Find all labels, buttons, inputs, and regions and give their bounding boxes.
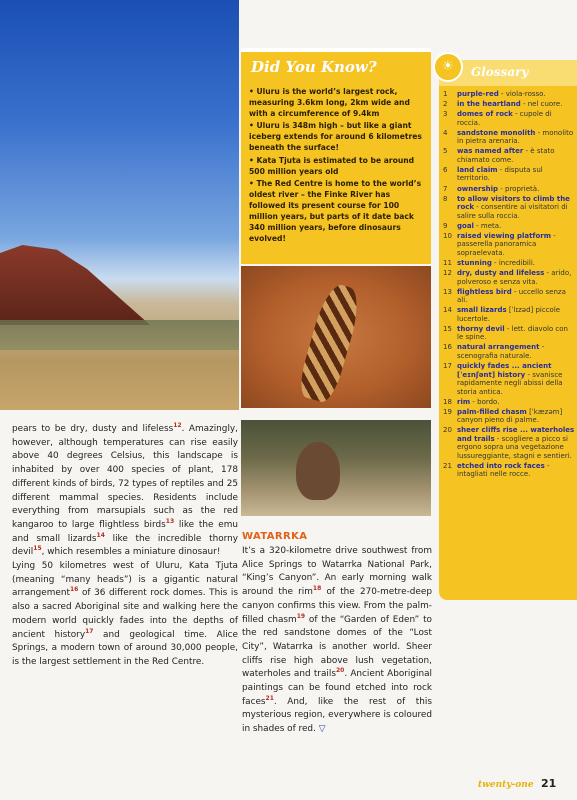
glossary-entry [443, 110, 575, 127]
glossary-text [457, 269, 575, 286]
glossary-term: flightless bird [457, 287, 512, 296]
glossary-text [457, 362, 575, 396]
glossary-number: 5 [443, 147, 448, 156]
glossary-term: ownership [457, 184, 499, 193]
glossary-term: palm-filled chasm [457, 407, 527, 416]
footnote-ref: 21 [265, 694, 274, 702]
wallaby-shape [296, 442, 340, 500]
glossary-text [457, 259, 575, 268]
glossary-term: quickly fades ... ancient [ˈeɪnʃənt] history [457, 362, 552, 379]
glossary-number: 1 [443, 90, 448, 98]
glossary-definition: - svanisce rapidamente negli abissi della storia antica. [457, 370, 563, 396]
glossary-text [457, 408, 575, 425]
main-text-column [12, 423, 238, 670]
footnote-ref: 19 [296, 612, 306, 620]
glossary-entry [443, 222, 575, 231]
glossary-term: thorny devil [457, 324, 505, 333]
glossary-definition: - uccello senza ali. [457, 287, 566, 305]
page-number: 21 [541, 777, 557, 790]
glossary-text [457, 166, 575, 183]
glossary-number: 2 [443, 100, 448, 109]
glossary-text [457, 110, 575, 127]
glossary-text [457, 306, 575, 323]
glossary-number: 18 [443, 397, 452, 406]
glossary-number: 12 [443, 269, 452, 278]
end-of-article-icon: ▽ [318, 724, 326, 735]
glossary-definition: - lett. diavolo con le spine. [457, 324, 568, 342]
glossary-text [457, 232, 575, 258]
glossary-text [457, 288, 575, 305]
glossary-title: Glossary [471, 65, 529, 79]
glossary-text [457, 398, 575, 407]
scrubland-shape [0, 320, 239, 350]
glossary-text [457, 325, 575, 342]
glossary-term: stunning [457, 258, 492, 267]
watarrka-text-column [242, 545, 432, 737]
glossary-text [457, 147, 575, 164]
glossary-term: goal [457, 221, 474, 230]
glossary-definition: - bordo. [470, 397, 500, 406]
glossary-entry [443, 129, 575, 146]
glossary-definition: - nel cuore. [520, 100, 563, 109]
footnote-ref: 13 [165, 517, 175, 525]
glossary-number: 16 [443, 343, 452, 352]
fact-item: • Uluru is 348m high – but like a giant iceberg extends for around 6 kilometres beneath the surface! [249, 121, 422, 153]
footnote-ref: 14 [96, 531, 105, 539]
did-you-know-list [249, 86, 427, 245]
footnote-ref: 17 [85, 627, 94, 635]
glossary-number: 20 [443, 426, 452, 435]
glossary-term: was named after [457, 147, 524, 156]
glossary-text [457, 195, 575, 221]
glossary-number: 14 [443, 306, 452, 315]
glossary-entry [443, 259, 575, 268]
glossary-entry [443, 195, 575, 221]
page-number-words: twenty-one [478, 780, 534, 790]
glossary-entry [443, 232, 575, 258]
glossary-number: 6 [443, 165, 448, 174]
glossary-number: 15 [443, 324, 452, 333]
glossary-entry [443, 90, 575, 99]
glossary-entry [443, 306, 575, 323]
glossary-definition: - scenografia naturale. [457, 343, 545, 360]
glossary-entry [443, 166, 575, 183]
glossary-term: rim [457, 397, 471, 406]
glossary-number: 11 [443, 258, 452, 267]
glossary-number: 19 [443, 407, 452, 416]
lightbulb-icon: ☀ [433, 52, 463, 82]
glossary-definition: [ˈkæzəm] canyon pieno di palme. [457, 407, 563, 425]
glossary-definition: - intagliati nelle rocce. [457, 461, 550, 479]
glossary-number: 21 [443, 461, 452, 470]
glossary-text [457, 222, 575, 231]
glossary-term: in the heartland [457, 100, 521, 109]
fact-item: • The Red Centre is home to the world’s oldest river – the Finke River has followed its present course for 100 million years, but parts of it date back 340 million years, before dinosaurs evolved! [249, 178, 422, 244]
lizard-shape [295, 281, 364, 405]
glossary-entry [443, 325, 575, 342]
glossary-number: 4 [443, 128, 448, 137]
glossary-entry [443, 362, 575, 396]
glossary-text [457, 185, 575, 194]
paragraph-watarrka: It’s a 320-kilometre drive southwest from Alice Springs to Watarrka National Park, “King’s Canyon”. An early morning walk around the rim$^{18}$ of the 270-metre-deep canyon confirms this view. From the palm-filled chasm$^{19}$ of the “Garden of Eden” to the red sandstone domes of the “Lost City”, Watarrka is another world. Sheer cliffs rise high above lush vegetation, waterholes and trails$^{20}$. Ancient Aboriginal paintings can be found etched into rock faces$^{21}$. And, like the rest of this mysterious region, everywhere is coloured in shades of red. ▽ [242, 546, 433, 735]
wallaby-photo [241, 420, 431, 516]
thorny-devil-photo [241, 266, 431, 408]
glossary-entry [443, 343, 575, 360]
glossary-number: 3 [443, 110, 448, 119]
glossary-entry [443, 100, 575, 109]
glossary-entry [443, 185, 575, 194]
glossary-text [457, 462, 575, 479]
glossary-term: raised viewing platform [457, 231, 552, 240]
fact-item: • Uluru is the world’s largest rock, measuring 3.6km long, 2km wide and with a circumference of 9.4km [249, 87, 410, 119]
glossary-definition: - consentire ai visitatori di salire sulla roccia. [457, 203, 568, 220]
uluru-photo [0, 0, 239, 410]
glossary-text [457, 426, 575, 460]
glossary-definition: - incredibili. [491, 258, 535, 267]
paragraph-kata-tjuta: Lying 50 kilometres west of Uluru, Kata Tjuta (meaning “many heads”) is a gigantic natural arrangement$^{16}$ of 36 different rock domes. This is also a sacred Aboriginal site and walking here the modern world quickly fades into the depths of ancient history$^{17}$ and geological time. Alice Springs, a modern town of around 30,000 people, is the largest settlement in the Red Centre. [12, 561, 239, 667]
glossary-number: 10 [443, 231, 452, 240]
glossary-term: sandstone monolith [457, 128, 536, 137]
glossary-definition: - arido, polveroso e senza vita. [457, 269, 572, 286]
glossary-term: domes of rock [457, 110, 513, 119]
did-you-know-title: Did You Know? [251, 58, 377, 76]
glossary-text [457, 343, 575, 360]
glossary-header [439, 60, 577, 86]
glossary-term: purple-red [457, 90, 499, 98]
glossary-term: small lizards [457, 306, 507, 315]
glossary-text [457, 100, 575, 109]
glossary-definition: [ˈlɪzəd] piccole lucertole. [457, 306, 561, 323]
glossary-definition: - passerella panoramica sopraelevata. [457, 231, 556, 257]
glossary-definition: - viola-rosso. [498, 90, 546, 98]
glossary-term: to allow visitors to climb the rock [457, 194, 570, 212]
glossary-definition: - meta. [473, 221, 502, 230]
glossary-term: dry, dusty and lifeless [457, 269, 545, 278]
footnote-ref: 15 [33, 545, 42, 553]
footnote-ref: 12 [173, 422, 182, 430]
glossary-entry [443, 408, 575, 425]
glossary-definition: - proprietà. [498, 184, 540, 193]
glossary-entry [443, 426, 575, 460]
uluru-rock-shape [0, 245, 150, 325]
glossary-number: 17 [443, 362, 452, 370]
glossary-panel [439, 60, 577, 600]
glossary-number: 7 [443, 184, 448, 193]
footnote-ref: 18 [312, 585, 322, 593]
glossary-list [443, 90, 575, 480]
glossary-definition: - disputa sul territorio. [457, 165, 543, 183]
section-heading-watarrka: WATARRKA [242, 531, 308, 542]
did-you-know-box [241, 48, 431, 264]
glossary-text [457, 90, 575, 99]
glossary-entry [443, 288, 575, 305]
glossary-text [457, 129, 575, 146]
glossary-definition: - è stato chiamato come. [457, 147, 555, 164]
glossary-definition: - monolito in pietra arenaria. [457, 128, 574, 146]
paragraph-landscape: pears to be dry, dusty and lifeless$^{12}$. Amazingly, however, although temperatures can rise easily above 40 degrees Celsius, this landscape is inhabited by over 400 species of plant, 178 different kinds of birds, 72 types of reptiles and 25 different mammal species. Residents include everything from marsupials such as the red kangaroo to large flightless birds$^{13}$ like the emu and small lizards$^{14}$ like the incredible thorny devil$^{15}$, which resembles a miniature dinosaur! [12, 422, 238, 558]
glossary-number: 13 [443, 287, 452, 296]
glossary-entry [443, 147, 575, 164]
glossary-entry [443, 398, 575, 407]
glossary-term: sheer cliffs rise ... waterholes and trails [457, 426, 575, 443]
glossary-term: etched into rock faces [457, 461, 545, 470]
glossary-term: land claim [457, 165, 498, 174]
glossary-number: 9 [443, 221, 448, 230]
glossary-entry [443, 462, 575, 479]
glossary-entry [443, 269, 575, 286]
fact-item: • Kata Tjuta is estimated to be around 500 million years old [249, 155, 415, 176]
glossary-number: 8 [443, 194, 448, 203]
glossary-term: natural arrangement [457, 343, 540, 352]
glossary-definition: - cupole di roccia. [457, 110, 552, 127]
glossary-definition: - scogliere a picco si ergono sopra una vegetazione lussureggiante, stagni e sentieri. [457, 434, 572, 460]
footnote-ref: 16 [69, 586, 79, 594]
footnote-ref: 20 [335, 667, 345, 675]
